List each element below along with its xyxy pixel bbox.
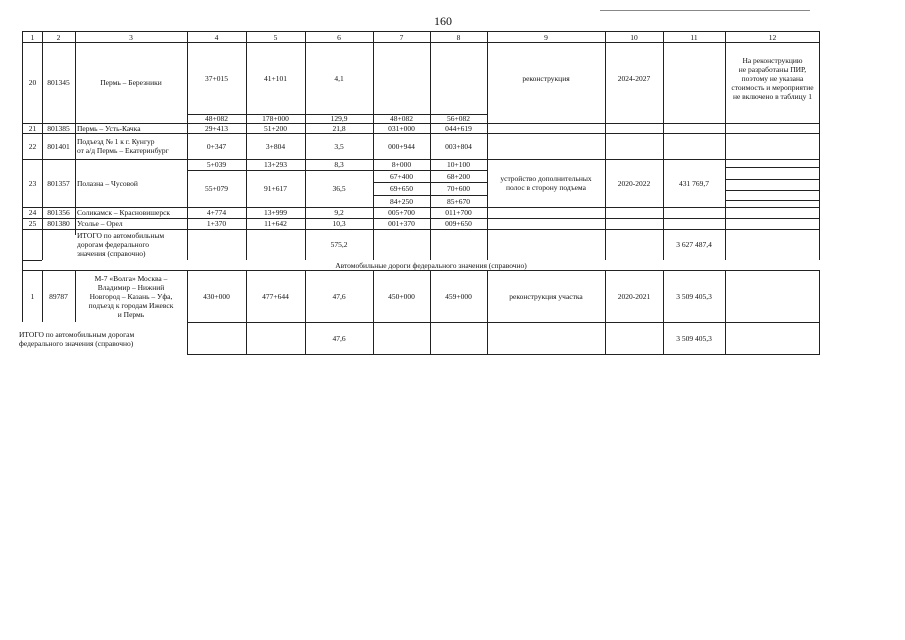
col-7-header: 7 (399, 32, 404, 42)
col-4-header: 4 (214, 32, 219, 42)
col-9-header: 9 (544, 32, 548, 42)
row-20b-start-km: 48+082 (205, 114, 228, 123)
total-federal-label: ИТОГО по автомобильным дорогам федерального значения (справочно) (19, 322, 187, 355)
row-23a-from: 8+000 (391, 160, 412, 169)
row-25-to: 009+650 (445, 219, 472, 228)
row-21-from: 031+000 (388, 123, 415, 133)
row-24-name: Соликамск – Красновишерск (77, 208, 171, 217)
row-22-code: 801401 (47, 141, 70, 151)
row-23b3-from: 84+250 (390, 196, 413, 206)
row-23-period: 2020-2022 (617, 178, 651, 188)
row-20-work: реконструкция (522, 73, 570, 83)
row-21-end-km: 51+200 (264, 123, 287, 133)
row-24-end-km: 13+999 (264, 208, 287, 217)
row-24-number: 24 (28, 208, 37, 217)
row-25-start-km: 1+370 (206, 219, 227, 228)
federal-row-end-km: 477+644 (262, 291, 289, 301)
row-23-name: Полазна – Чусовой (77, 178, 138, 188)
row-23b-end-km: 91+617 (264, 184, 287, 193)
row-20b-length: 129,9 (330, 114, 348, 123)
row-21-to: 044+619 (445, 123, 472, 133)
federal-row-name: М-7 «Волга» Москва – Владимир – Нижний Новгород – Казань – Уфа, подъезд к городам Ижевск и Пермь (88, 273, 174, 319)
federal-row-from: 450+000 (388, 291, 415, 301)
federal-row-start-km: 430+000 (203, 291, 230, 301)
row-23b2-to: 70+600 (447, 184, 470, 193)
row-23a-start-km: 5+039 (206, 160, 227, 169)
total-federal-length: 47,6 (332, 334, 346, 343)
col-6-header: 6 (337, 32, 341, 42)
row-22-number: 22 (28, 141, 37, 151)
col-3-header: 3 (129, 32, 133, 42)
row-23-code: 801357 (47, 178, 70, 188)
federal-section-heading: Автомобильные дороги федерального значения (справочно) (42, 260, 820, 270)
row-23b-length: 36,5 (332, 184, 346, 193)
row-22-from: 000+944 (388, 141, 415, 151)
row-21-name: Пермь – Усть-Качка (77, 123, 141, 133)
row-20b-from: 48+082 (390, 114, 413, 123)
col-11-header: 11 (690, 32, 698, 42)
row-25-from: 001+370 (388, 219, 415, 228)
row-23a-to: 10+100 (447, 160, 470, 169)
row-20-name: Пермь – Березники (100, 78, 162, 87)
row-24-length: 9,2 (334, 208, 344, 217)
row-25-length: 10,3 (332, 219, 346, 228)
top-rule (600, 10, 810, 11)
col-2-header: 2 (56, 32, 61, 42)
row-24-start-km: 4+774 (206, 208, 227, 217)
row-20-note: На реконструкцию не разработаны ПИР, поэтому не указана стоимость и мероприятие не включено в таблицу 1 (731, 55, 814, 101)
col-12-header: 12 (768, 32, 777, 42)
row-22-start-km: 0+347 (206, 141, 227, 151)
row-25-number: 25 (28, 219, 37, 228)
total-regional-cost: 3 627 487,4 (676, 240, 712, 249)
federal-row-work: реконструкция участка (509, 291, 583, 301)
row-25-end-km: 11+642 (264, 219, 287, 228)
row-23b2-from: 69+650 (390, 184, 413, 193)
col-5-header: 5 (273, 32, 278, 42)
row-22-end-km: 3+804 (265, 141, 286, 151)
row-20-length: 4,1 (334, 73, 344, 83)
row-25-name: Усолье – Орел (77, 219, 123, 228)
row-21-number: 21 (28, 123, 37, 133)
row-22-to: 003+804 (445, 141, 472, 151)
row-23a-end-km: 13+293 (264, 160, 287, 169)
row-20-number: 20 (28, 78, 37, 87)
row-23b-start-km: 55+079 (205, 184, 228, 193)
federal-row-code: 89787 (49, 291, 68, 301)
total-regional-label: ИТОГО по автомобильным дорогам федерального значения (справочно) (77, 231, 165, 258)
row-20b-to: 56+082 (447, 114, 470, 123)
row-25-code: 801380 (47, 219, 70, 228)
row-21-start-km: 29+413 (205, 123, 228, 133)
roads-table (19, 31, 820, 355)
row-23-cost: 431 769,7 (679, 178, 709, 188)
federal-row-to: 459+000 (445, 291, 472, 301)
row-23b1-to: 68+200 (447, 171, 470, 181)
row-23b1-from: 67+400 (390, 171, 413, 181)
row-23-work: устройство дополнительных полос в сторону подъема (500, 174, 592, 192)
row-22-name: Подъезд № 1 к г. Кунгур от а/д Пермь – Екатеринбург (77, 137, 169, 155)
row-23b3-to: 85+670 (447, 196, 470, 206)
col-10-header: 10 (630, 32, 638, 42)
row-24-code: 801356 (47, 208, 70, 217)
row-20-period: 2024-2027 (617, 73, 651, 83)
row-24-from: 005+700 (388, 208, 415, 217)
total-federal-cost: 3 509 405,3 (676, 334, 712, 343)
federal-row-number: 1 (30, 291, 35, 301)
row-21-length: 21,8 (332, 123, 346, 133)
page-number: 160 (434, 14, 452, 28)
row-20-end-km: 41+101 (264, 73, 287, 83)
federal-row-period: 2020-2021 (617, 291, 651, 301)
federal-row-length: 47,6 (332, 291, 346, 301)
row-20b-end-km: 178+000 (262, 114, 289, 123)
row-20-start-km: 37+015 (205, 73, 228, 83)
row-22-length: 3,5 (334, 141, 344, 151)
federal-row-cost: 3 509 405,3 (676, 291, 712, 301)
row-23-number: 23 (28, 178, 37, 188)
row-21-code: 801385 (47, 123, 70, 133)
row-20-code: 801345 (47, 78, 70, 87)
col-8-header: 8 (456, 32, 461, 42)
row-24-to: 011+700 (445, 208, 472, 217)
col-1-header: 1 (30, 32, 35, 42)
total-regional-length: 575,2 (330, 240, 348, 249)
row-23a-length: 8,3 (334, 160, 344, 169)
